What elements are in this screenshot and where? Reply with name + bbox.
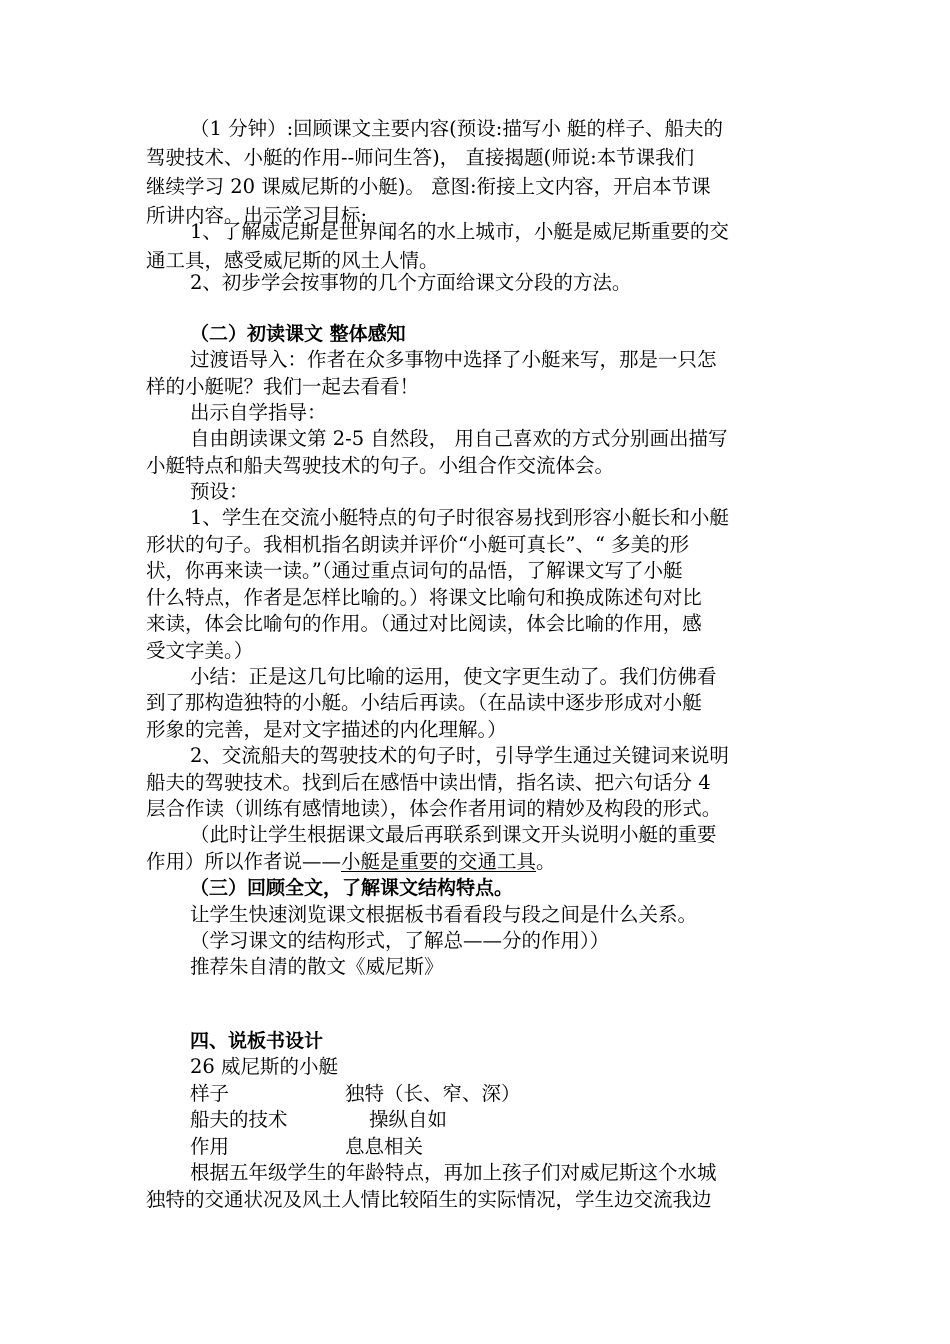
- section-3-line-2: （学习课文的结构形式，了解总——分的作用））: [190, 929, 610, 952]
- review-line-3: 继续学习 20 课威尼斯的小艇)。 意图:衔接上文内容，开启本节课: [146, 175, 711, 198]
- point-1-line-5: 来读，体会比喻句的作用。（通过对比阅读，体会比喻的作用，感: [146, 612, 702, 635]
- goal-1-line-2: 通工具，感受威尼斯的风土人情。: [146, 249, 439, 272]
- transition-line-2: 样的小艇呢？我们一起去看看！: [146, 375, 420, 398]
- point-2-line-1: 2、交流船夫的驾驶技术的句子时，引导学生通过关键词来说明: [190, 744, 729, 767]
- guide-line-1: 自由朗读课文第 2-5 自然段， 用自己喜欢的方式分别画出描写: [190, 427, 728, 450]
- board-row-left: 样子: [190, 1082, 230, 1105]
- section-3-line-3: 推荐朱自清的散文《威尼斯》: [190, 955, 444, 978]
- point-2-line-5-prefix: 作用）所以作者说——: [146, 850, 342, 873]
- guide-title: 出示自学指导：: [190, 401, 327, 424]
- point-1-line-1: 1、学生在交流小艇特点的句子时很容易找到形容小艇长和小艇: [190, 506, 729, 529]
- section-4-heading: 四、说板书设计: [190, 1030, 324, 1052]
- board-row-right: 操纵自如: [369, 1108, 448, 1131]
- goal-2: 2、初步学会按事物的几个方面给课文分段的方法。: [190, 271, 632, 294]
- board-row-left: 船夫的技术: [190, 1108, 288, 1131]
- point-2-line-4: （此时让学生根据课文最后再联系到课文开头说明小艇的重要: [190, 823, 717, 846]
- closing-line-2: 独特的交通状况及风土人情比较陌生的实际情况，学生边交流我边: [146, 1188, 712, 1211]
- section-3-line-1: 让学生快速浏览课文根据板书看看段与段之间是什么关系。: [190, 903, 698, 926]
- section-2-heading: （二）初读课文 整体感知: [190, 323, 406, 345]
- review-line-1: （1 分钟）:回顾课文主要内容(预设:描写小 艇的样子、船夫的: [190, 117, 724, 140]
- board-row-right: 息息相关: [345, 1135, 424, 1158]
- closing-line-1: 根据五年级学生的年龄特点，再加上孩子们对威尼斯这个水城: [190, 1161, 717, 1184]
- point-2-line-3: 层合作读（训练有感情地读），体会作者用词的精妙及构段的形式。: [146, 797, 722, 820]
- section-3-heading: （三）回顾全文，了解课文结构特点。: [190, 877, 514, 899]
- summary-line-3: 形象的完善，是对文字描述的内化理解。）: [146, 718, 507, 741]
- guide-line-2: 小艇特点和船夫驾驶技术的句子。小组合作交流体会。: [146, 454, 615, 477]
- transition-line-1: 过渡语导入：作者在众多事物中选择了小艇来写，那是一只怎: [190, 348, 717, 371]
- point-1-line-6: 受文字美。）: [146, 639, 254, 662]
- preset-label: 预设：: [190, 480, 249, 503]
- point-1-line-3: 状，你再来读一读。”（通过重点词句的品悟，了解课文写了小艇: [146, 559, 683, 582]
- point-2-line-5-suffix: 。: [536, 850, 556, 873]
- board-row-left: 作用: [190, 1135, 230, 1158]
- underlined-phrase: 小艇是重要的交通工具: [341, 850, 537, 873]
- goal-1-line-1: 1、了解威尼斯是世界闻名的水上城市，小艇是威尼斯重要的交: [190, 220, 729, 243]
- review-line-4: 所讲内容。出示学习目标:: [146, 204, 368, 227]
- board-title: 26 威尼斯的小艇: [190, 1055, 339, 1078]
- point-1-line-2: 形状的句子。我相机指名朗读并评价“小艇可真长”、“ 多美的形: [146, 533, 690, 556]
- point-2-line-2: 船夫的驾驶技术。找到后在感悟中读出情，指名读、把六句话分 4: [146, 771, 711, 794]
- point-1-line-4: 什么特点，作者是怎样比喻的。）将课文比喻句和换成陈述句对比: [146, 586, 702, 609]
- board-row-right: 独特（长、窄、深）: [345, 1082, 521, 1105]
- summary-line-2: 到了那构造独特的小艇。小结后再读。（在品读中逐步形成对小艇: [146, 691, 702, 714]
- review-line-2: 驾驶技术、小艇的作用--师问生答)， 直接揭题(师说:本节课我们: [146, 146, 695, 169]
- summary-line-1: 小结：正是这几句比喻的运用，使文字更生动了。我们仿佛看: [190, 665, 717, 688]
